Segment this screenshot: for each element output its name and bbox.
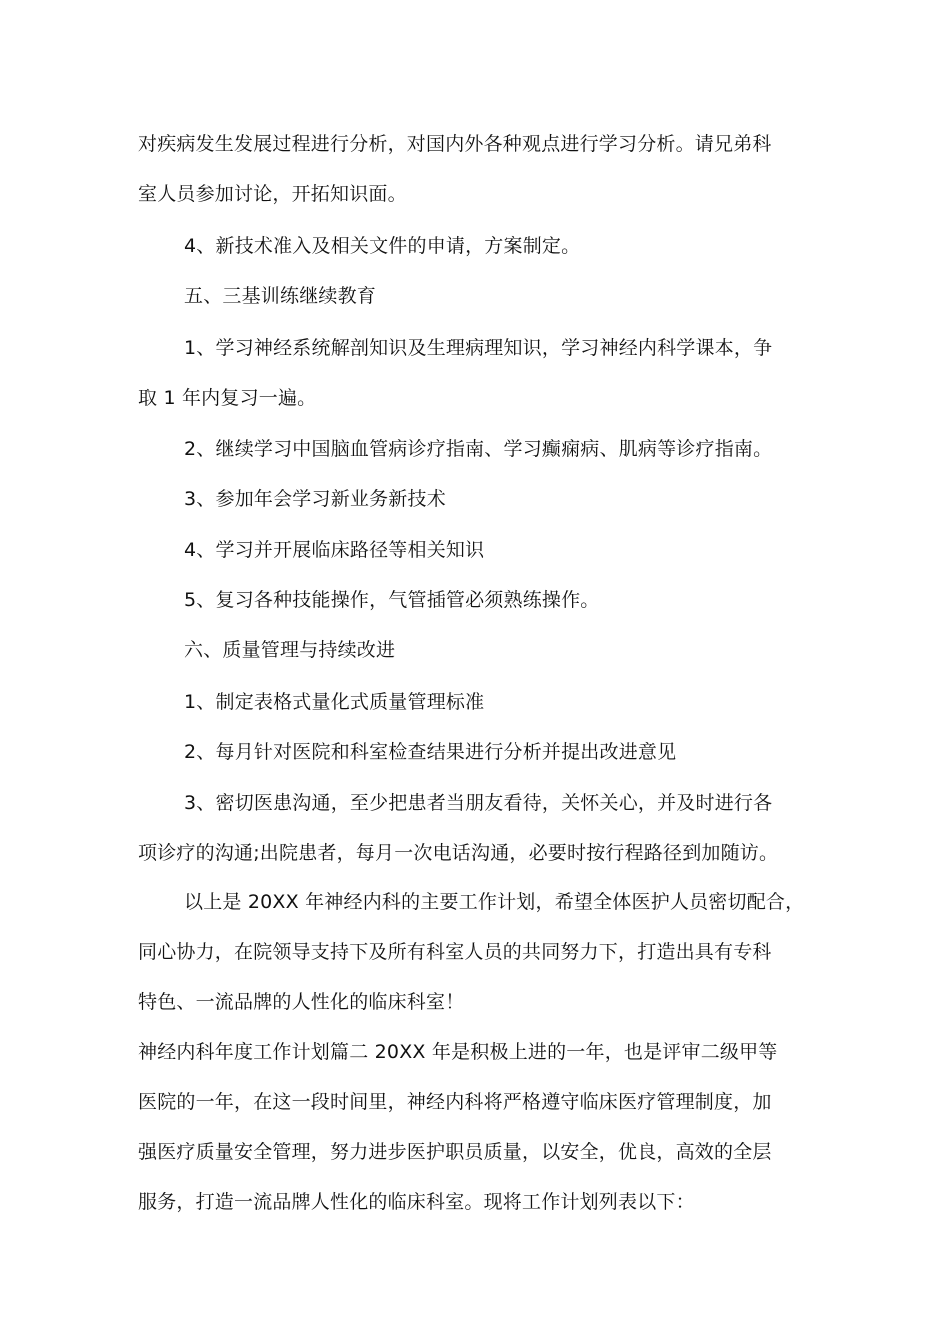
paragraph-line: 强医疗质量安全管理，努力进步医护职员质量，以安全，优良，高效的全层 xyxy=(138,1141,772,1163)
list-item: 1、学习神经系统解剖知识及生理病理知识，学习神经内科学课本，争 xyxy=(184,337,773,359)
list-item: 1、制定表格式量化式质量管理标准 xyxy=(184,691,485,713)
paragraph-line: 项诊疗的沟通;出院患者，每月一次电话沟通，必要时按行程路径到加随访。 xyxy=(138,842,779,864)
paragraph-line: 特色、一流品牌的人性化的临床科室！ xyxy=(138,991,465,1013)
list-item: 5、复习各种技能操作，气管插管必须熟练操作。 xyxy=(184,589,600,611)
list-item: 3、参加年会学习新业务新技术 xyxy=(184,488,446,510)
list-item: 4、新技术准入及相关文件的申请，方案制定。 xyxy=(184,235,581,257)
paragraph-line: 取 1 年内复习一遍。 xyxy=(138,387,317,409)
paragraph-line: 神经内科年度工作计划篇二 20XX 年是积极上进的一年，也是评审二级甲等 xyxy=(138,1041,778,1063)
list-item: 2、每月针对医院和科室检查结果进行分析并提出改进意见 xyxy=(184,741,677,763)
paragraph-line: 医院的一年，在这一段时间里，神经内科将严格遵守临床医疗管理制度，加 xyxy=(138,1091,772,1113)
list-item: 4、学习并开展临床路径等相关知识 xyxy=(184,539,485,561)
paragraph-line: 服务，打造一流品牌人性化的临床科室。现将工作计划列表以下： xyxy=(138,1191,695,1213)
list-item: 2、继续学习中国脑血管病诊疗指南、学习癫痫病、肌病等诊疗指南。 xyxy=(184,438,773,460)
paragraph-line: 以上是 20XX 年神经内科的主要工作计划，希望全体医护人员密切配合， xyxy=(184,891,805,913)
paragraph-line: 对疾病发生发展过程进行分析，对国内外各种观点进行学习分析。请兄弟科 xyxy=(138,133,772,155)
paragraph-line: 同心协力，在院领导支持下及所有科室人员的共同努力下，打造出具有专科 xyxy=(138,941,772,963)
section-heading: 六、质量管理与持续改进 xyxy=(184,639,396,661)
paragraph-line: 室人员参加讨论，开拓知识面。 xyxy=(138,183,407,205)
list-item: 3、密切医患沟通，至少把患者当朋友看待，关怀关心，并及时进行各 xyxy=(184,792,773,814)
section-heading: 五、三基训练继续教育 xyxy=(184,285,377,307)
